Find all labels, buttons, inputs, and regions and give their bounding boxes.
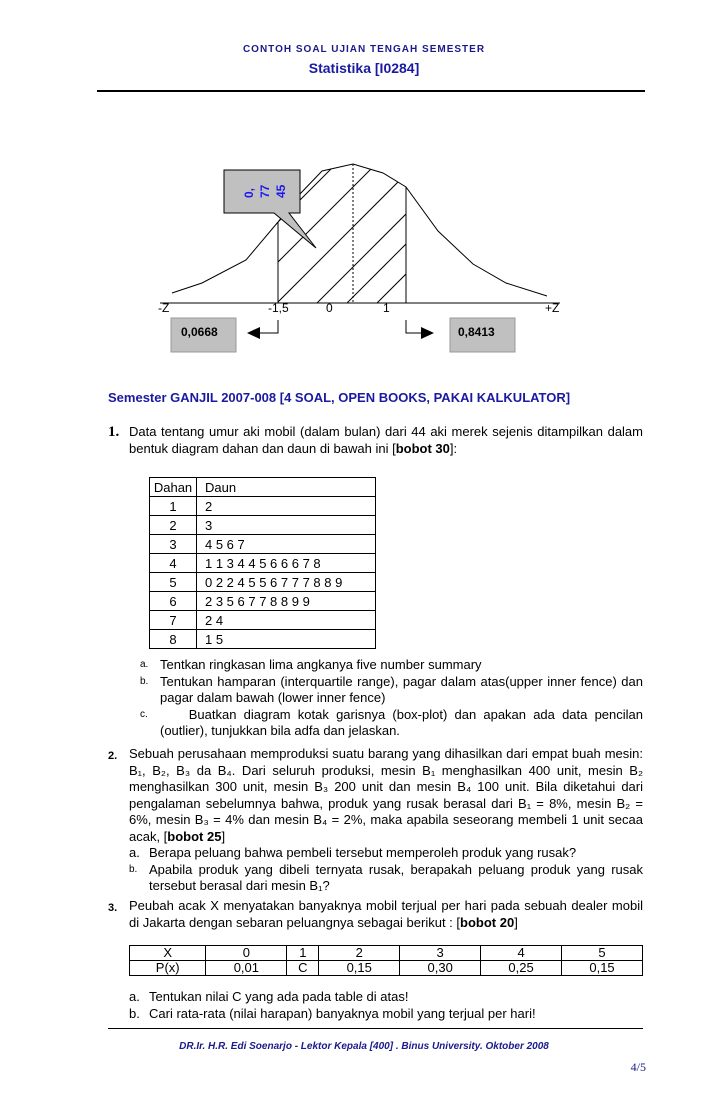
- stem: 6: [150, 592, 197, 611]
- cell: 0,01: [206, 961, 287, 976]
- question-3-subitems: [129, 989, 643, 1022]
- cell: 0: [206, 946, 287, 961]
- leaf: 2 4: [197, 611, 376, 630]
- leaf: 0 2 2 4 5 5 6 7 7 7 8 8 9: [197, 573, 376, 592]
- subitem-letter: a.: [140, 659, 149, 670]
- footer-rule: [108, 1028, 643, 1029]
- leaf: 1 5: [197, 630, 376, 649]
- cell: X: [130, 946, 206, 961]
- subitem-text: Apabila produk yang dibeli ternyata rusak, berapakah peluang produk yang rusak tersebut berasal dari mesin B₁?: [149, 861, 643, 893]
- question-text: Peubah acak X menyatakan banyaknya mobil terjual per hari pada sebuah dealer mobil di Jakarta dengan sebaran peluangnya sebagai berikut : [: [129, 898, 643, 930]
- callout-text-2: 77: [258, 184, 272, 198]
- cell: 0,15: [319, 961, 400, 976]
- probability-table: [129, 945, 643, 976]
- cell: 0,15: [562, 961, 643, 976]
- subitem-text: Cari rata-rata (nilai harapan) banyaknya mobil yang terjual per hari!: [149, 1005, 536, 1021]
- cell: 0,25: [481, 961, 562, 976]
- header-subtitle: CONTOH SOAL UJIAN TENGAH SEMESTER: [242, 44, 486, 55]
- question-1: [108, 424, 643, 457]
- cell: 1: [287, 946, 319, 961]
- subitem-letter: a.: [129, 845, 140, 860]
- callout-box: [224, 170, 316, 248]
- question-number: 2.: [108, 750, 118, 762]
- axis-label-0: 0: [326, 301, 333, 315]
- cell: 3: [400, 946, 481, 961]
- footer-text: DR.Ir. H.R. Edi Soenarjo - Lektor Kepala [400] . Binus University. Oktober 2008: [179, 1041, 549, 1052]
- callout-text-1: 0,: [242, 187, 256, 198]
- header-daun: Daun: [197, 478, 376, 497]
- subitem-letter: b.: [129, 863, 138, 875]
- subitem-text: Buatkan diagram kotak garisnya (box-plot) dan apakan ada data pencilan (outlier), tunjukkan bila adfa dan jelaskan.: [160, 706, 647, 738]
- axis-label-neg-1-5: -1,5: [268, 301, 289, 315]
- stem: 5: [150, 573, 197, 592]
- subitem: [129, 862, 643, 895]
- stem: 2: [150, 516, 197, 535]
- subitem: [129, 845, 643, 862]
- subitem: [129, 1006, 643, 1023]
- leaf: 2 3 5 6 7 7 8 8 9 9: [197, 592, 376, 611]
- subitem-text: Tentkan ringkasan lima angkanya five number summary: [160, 657, 482, 672]
- leaf: 1 1 3 4 4 5 6 6 6 7 8: [197, 554, 376, 573]
- cell: 5: [562, 946, 643, 961]
- subitem: [140, 674, 643, 707]
- page-number: 4/5: [630, 1060, 646, 1074]
- subitem: [140, 706, 647, 740]
- semester-heading: Semester GANJIL 2007-008 [4 SOAL, OPEN BOOKS, PAKAI KALKULATOR]: [108, 390, 571, 405]
- cell: 0,30: [400, 961, 481, 976]
- subitem-text: Berapa peluang bahwa pembeli tersebut memperoleh produk yang rusak?: [149, 845, 577, 860]
- bobot: bobot 25: [167, 828, 222, 844]
- leaf: 2: [197, 497, 376, 516]
- stem: 7: [150, 611, 197, 630]
- question-tail: ]: [514, 914, 518, 930]
- subitem: [140, 657, 643, 674]
- leaf: 3: [197, 516, 376, 535]
- subitem-letter: c.: [140, 708, 148, 720]
- leaf: 4 5 6 7: [197, 535, 376, 554]
- cell: 2: [319, 946, 400, 961]
- header-dahan: Dahan: [150, 478, 197, 497]
- stem: 4: [150, 554, 197, 573]
- cell: 4: [481, 946, 562, 961]
- axis-label-pos-z: +Z: [545, 301, 560, 315]
- question-3: [108, 898, 643, 931]
- callout-text-3: 45: [274, 184, 288, 198]
- subitem-letter: b.: [140, 675, 149, 687]
- subitem-letter: b.: [129, 1005, 140, 1021]
- question-number: 3.: [108, 902, 118, 914]
- right-value: 0,8413: [458, 325, 495, 339]
- cell: P(x): [130, 961, 206, 976]
- axis-label-1: 1: [383, 301, 390, 315]
- subitem: [129, 989, 643, 1006]
- axis-label-neg-z: -Z: [158, 301, 170, 315]
- stem-leaf-table: [149, 477, 376, 649]
- normal-distribution-diagram: [0, 0, 728, 370]
- subitem-text: Tentukan hamparan (interquartile range), pagar dalam atas(upper inner fence) dan pagar dalam bawah (lower inner fence): [160, 673, 643, 705]
- bobot: bobot 30: [395, 440, 450, 456]
- question-tail: ]: [221, 828, 226, 844]
- question-number: 1.: [108, 424, 120, 440]
- question-tail: ]:: [449, 440, 458, 456]
- question-2: [108, 746, 643, 895]
- bobot: bobot 20: [460, 914, 515, 930]
- question-text: Sebuah perusahaan memproduksi suatu barang yang dihasilkan dari empat buah mesin: B₁, B₂, B₃ da B₄. Dari seluruh produksi, mesin B₁ menghasilkan 400 unit, mesin B₂ menghasilkan 300 unit, mesin B₃ 200 unit dan mesin B₄ 100 unit. Bila diketahui dari pengalaman sebelumnya bahwa, produk yang rusak berasal dari B₁ = 8%, mesin B₂ = 6%, mesin B₃ = 4% dan mesin B₄ = 2%, maka apabila seseorang membeli 1 unit secaa acak, [: [129, 746, 643, 844]
- left-value: 0,0668: [181, 325, 218, 339]
- question-1-subitems: [140, 657, 647, 740]
- stem: 8: [150, 630, 197, 649]
- stem: 3: [150, 535, 197, 554]
- subitem-letter: a.: [129, 989, 140, 1004]
- arrow-right-icon: [421, 327, 434, 339]
- stem: 1: [150, 497, 197, 516]
- header-title: Statistika [I0284]: [308, 60, 420, 76]
- question-text: Data tentang umur aki mobil (dalam bulan) dari 44 aki merek sejenis ditampilkan dalam bentuk diagram dahan dan daun di bawah ini [: [129, 424, 643, 456]
- arrow-left-icon: [247, 327, 260, 339]
- subitem-text: Tentukan nilai C yang ada pada table di atas!: [149, 989, 409, 1004]
- cell: C: [287, 961, 319, 976]
